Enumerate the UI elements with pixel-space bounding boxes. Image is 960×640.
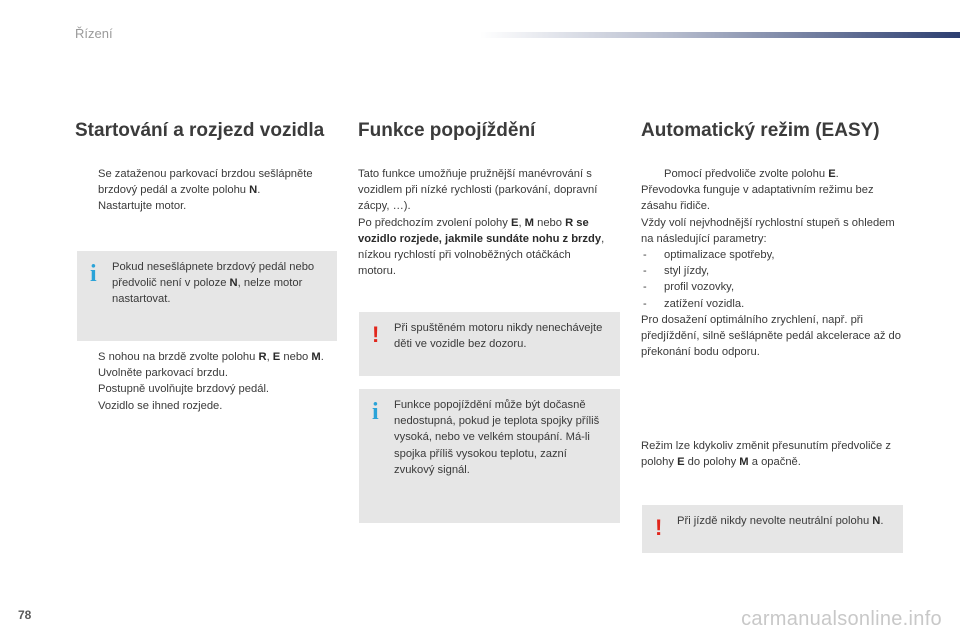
creep-description [358, 166, 608, 279]
step-bold: E [272, 351, 281, 363]
steps-start [75, 166, 337, 215]
info-icon: i [372, 399, 379, 425]
step-item [75, 365, 337, 381]
steps-drive [75, 349, 337, 414]
info-icon: i [90, 261, 97, 287]
dash-icon: - [643, 249, 647, 262]
easy-description [641, 166, 903, 360]
mode-change-text [641, 438, 903, 470]
note-bold: N [872, 515, 881, 527]
note-text-part: Při jízdě nikdy nevolte neutrální polohu [677, 515, 873, 527]
note-text: Při spuštěném motoru nikdy nenechávejte děti ve vozidle bez dozoru. [394, 322, 603, 351]
dash-icon: - [643, 265, 647, 278]
paragraph-bold: R se vozidlo rozjede, jakmile sundáte nohu z brzdy [358, 216, 602, 245]
paragraph-bold: E [510, 216, 519, 229]
paragraph-text: nebo [534, 216, 566, 229]
warning-note-neutral [642, 505, 903, 553]
paragraph-text: , [518, 216, 525, 229]
note-text: Funkce popojíždění může být dočasně nedostupná, pokud je teplota spojky příliš vysoká, nebo ve velkém stoupání. Má-li spojka příliš vysokou teplotu, zazní zvukový signál. [394, 399, 600, 476]
paragraph-text: a opačně. [748, 456, 801, 469]
paragraph: Vždy volí nejvhodnější rychlostní stupeň s ohledem na následující parametry: [641, 216, 895, 245]
paragraph-text: Režim lze kdykoliv změnit přesunutím předvoliče z polohy [641, 440, 891, 469]
step-bold: M [311, 351, 321, 363]
dash-icon: - [643, 281, 647, 294]
note-text-part: , nelze motor nastartovat. [112, 277, 303, 306]
step-text: Postupně uvolňujte brzdový pedál. [98, 383, 270, 396]
paragraph-text: do polohy [684, 456, 740, 469]
page-number: 78 [18, 608, 32, 622]
step-text: Uvolněte parkovací brzdu. [98, 367, 228, 380]
note-text-part: . [880, 515, 884, 527]
page-header-title: Řízení [75, 26, 113, 41]
paragraph: Tato funkce umožňuje pružnější manévrování s vozidlem při nízké rychlosti (parkování, dopravní zácpy, …). [358, 168, 598, 213]
list-text: zatížení vozidla. [664, 297, 745, 310]
paragraph [358, 215, 608, 280]
note-text [677, 513, 893, 529]
step-bold: N [249, 184, 258, 197]
list-text: profil vozovky, [664, 281, 735, 294]
warning-icon: ! [372, 322, 380, 347]
paragraph-bold: M [739, 456, 749, 469]
step-item [75, 381, 337, 413]
list-item [641, 263, 903, 279]
step-text: nebo [280, 351, 312, 363]
paragraph-text: , nízkou rychlostí při volnoběžných otáčkách motoru. [358, 232, 605, 278]
warning-icon: ! [655, 515, 663, 540]
step-item [75, 349, 337, 365]
step-item [641, 166, 903, 182]
info-note-clutch [359, 389, 620, 523]
list-item [641, 296, 903, 312]
header-decor-bar [480, 32, 960, 38]
paragraph-text: Po předchozím zvolení polohy [358, 216, 511, 229]
heading-starting: Startování a rozjezd vozidla [75, 120, 325, 141]
list-text: styl jízdy, [664, 265, 710, 278]
list-item [641, 279, 903, 295]
step-text: Nastartujte motor. [98, 200, 187, 213]
step-bold: E [828, 168, 836, 180]
paragraph-bold: M [524, 216, 534, 229]
step-text: , [266, 351, 273, 363]
note-text [112, 259, 327, 308]
step-text: . [835, 168, 839, 180]
warning-note-children [359, 312, 620, 376]
step-text: Pomocí předvoliče zvolte polohu [664, 168, 829, 180]
step-bold: R [258, 351, 267, 363]
paragraph-bold: E [677, 456, 685, 469]
paragraph: Převodovka funguje v adaptativním režimu bez zásahu řidiče. [641, 184, 874, 213]
note-bold: N [229, 277, 238, 290]
dash-icon: - [643, 297, 647, 310]
list-text: optimalizace spotřeby, [664, 249, 775, 262]
step-text: . [320, 351, 324, 363]
step-text: . [257, 184, 261, 197]
step-text: S nohou na brzdě zvolte polohu [98, 351, 259, 363]
paragraph: Pro dosažení optimálního zrychlení, např. při předjíždění, silně sešlápněte pedál akcelerace až do překonání bodu odporu. [641, 313, 901, 359]
heading-creep: Funkce popojíždění [358, 120, 536, 141]
list-item [641, 247, 903, 263]
note-text-part: Pokud nesešlápnete brzdový pedál nebo předvolič není v poloze [112, 261, 315, 290]
watermark: carmanualsonline.info [741, 608, 942, 630]
step-item [75, 198, 337, 214]
step-text: Vozidlo se ihned rozjede. [98, 399, 223, 412]
step-item [75, 166, 337, 198]
info-note-start [77, 251, 337, 341]
step-text: Se zataženou parkovací brzdou sešlápněte brzdový pedál a zvolte polohu [98, 168, 313, 197]
heading-easy: Automatický režim (EASY) [641, 120, 880, 141]
